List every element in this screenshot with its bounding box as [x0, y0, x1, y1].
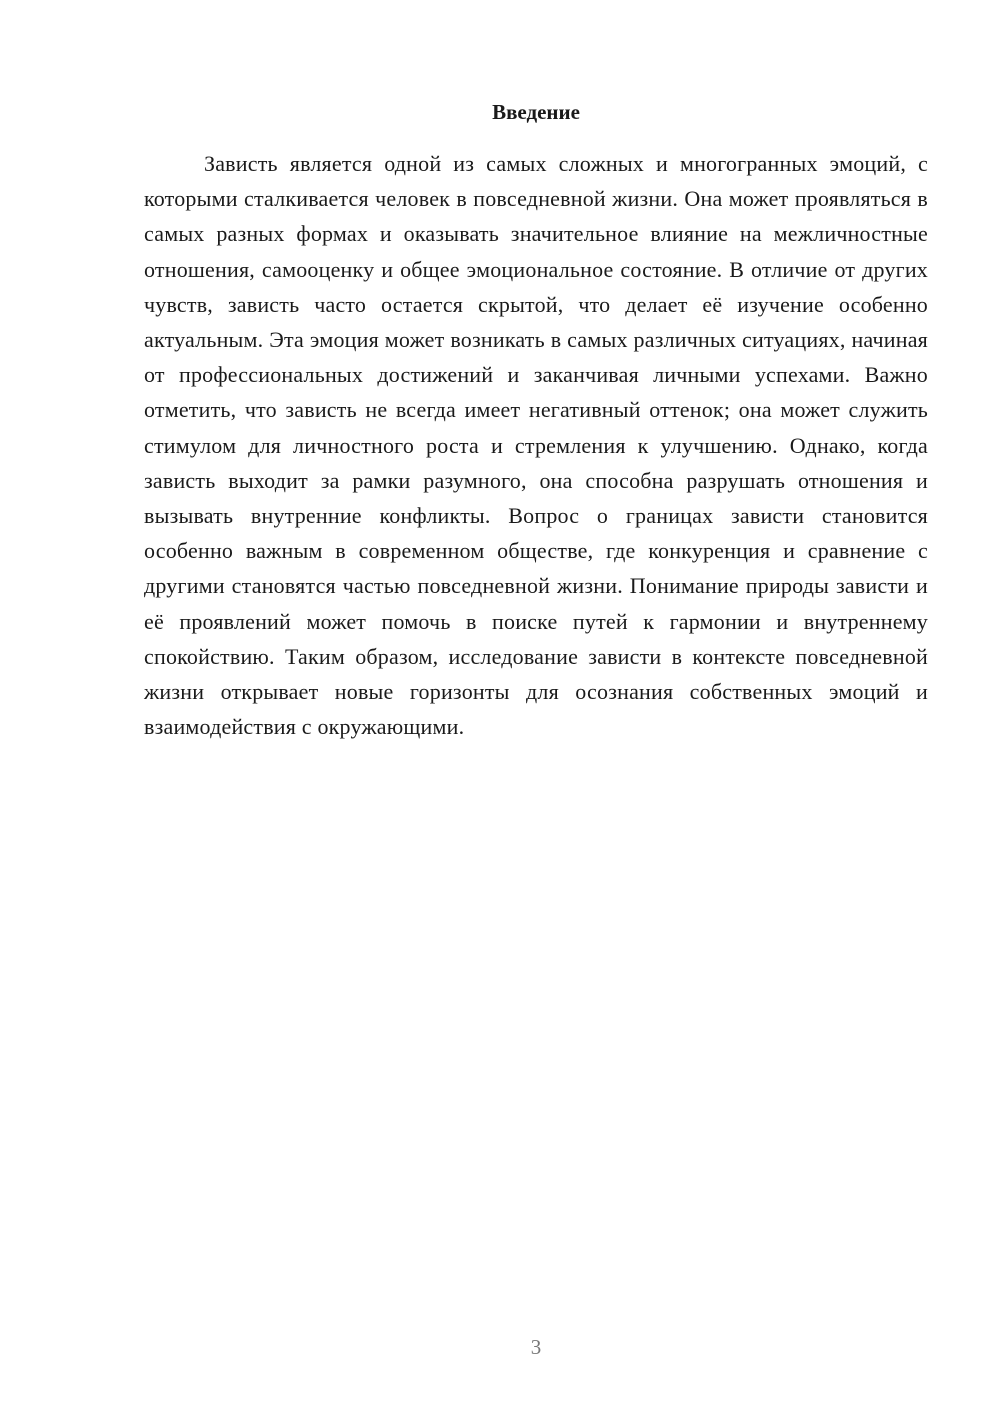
body-paragraph: Зависть является одной из самых сложных и многогранных эмоций, с которыми сталкивается человек в повседневной жизни. Она может проявляться в самых разных формах и оказывать значительное влияние на межличностные отношения, самооценку и общее эмоциональное состояние. В отличие от других чувств, зависть часто остается скрытой, что делает её изучение особенно актуальным. Эта эмоция может возникать в самых различных ситуациях, начиная от профессиональных достижений и заканчивая личными успехами. Важно отметить, что зависть не всегда имеет негативный оттенок; она может служить стимулом для личностного роста и стремления к улучшению. Однако, когда зависть выходит за рамки разумного, она способна разрушать отношения и вызывать внутренние конфликты. Вопрос о границах зависти становится особенно важным в современном обществе, где конкуренция и сравнение с другими становятся частью повседневной жизни. Понимание природы зависти и её проявлений может помочь в поиске путей к гармонии и внутреннему спокойствию. Таким образом, исследование зависти в контексте повседневной жизни открывает новые горизонты для осознания собственных эмоций и взаимодействия с окружающими. [144, 151, 928, 740]
section-title: Введение [492, 100, 580, 124]
page-number: 3 [530, 1335, 542, 1359]
